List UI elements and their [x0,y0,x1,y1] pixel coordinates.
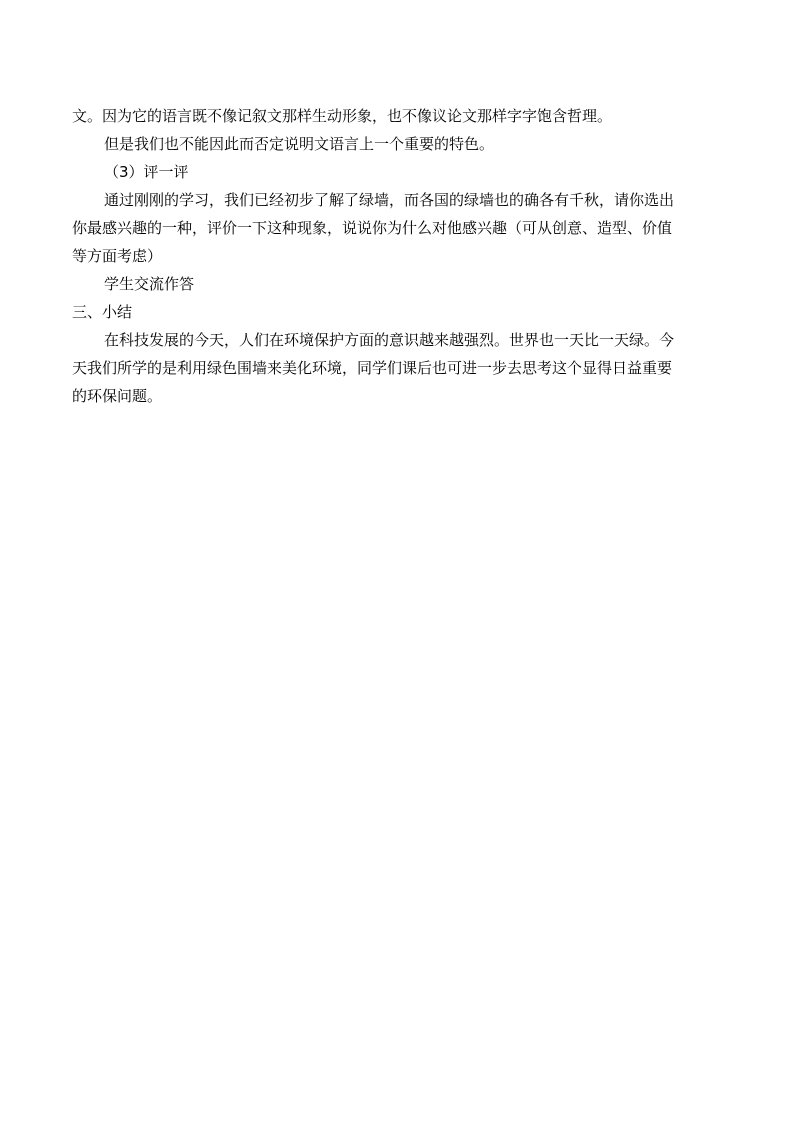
paragraph-line: 天我们所学的是利用绿色围墙来美化环境，同学们课后也可进一步去思考这个显得日益重要 [72,359,673,377]
subheading: （3）评一评 [104,163,189,181]
paragraph-line: 你最感兴趣的一种，评价一下这种现象，说说你为什么对他感兴趣（可从创意、造型、价值 [72,219,673,237]
document-body [72,102,722,410]
paragraph-line: 但是我们也不能因此而否定说明文语言上一个重要的特色。 [104,135,495,153]
paragraph-line: 通过刚刚的学习，我们已经初步了解了绿墙，而各国的绿墙也的确各有千秋，请你选出 [104,191,675,209]
paragraph-line: 等方面考虑） [72,247,163,265]
paragraph-line: 文。因为它的语言既不像记叙文那样生动形象，也不像议论文那样字字饱含哲理。 [72,107,613,125]
section-heading: 三、小结 [72,303,133,321]
paragraph-line: 的环保问题。 [72,387,163,405]
paragraph-line: 学生交流作答 [104,275,195,293]
paragraph-line: 在科技发展的今天，人们在环境保护方面的意识越来越强烈。世界也一天比一天绿。今 [104,331,675,349]
